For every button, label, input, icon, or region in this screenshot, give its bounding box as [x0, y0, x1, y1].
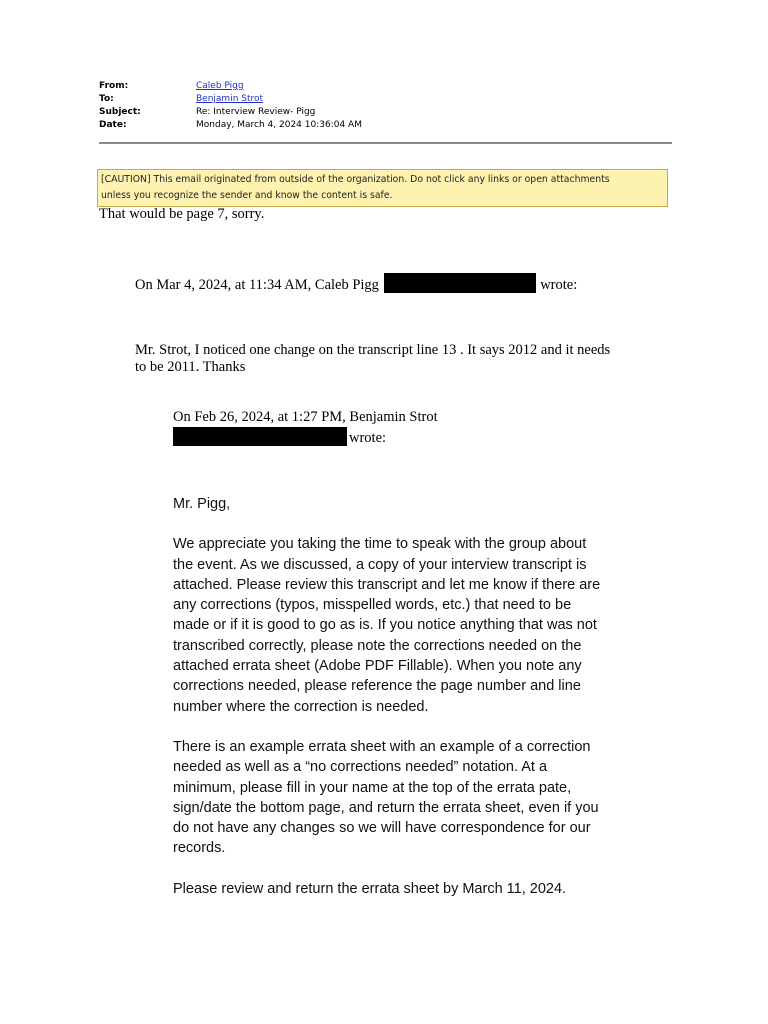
header-divider [99, 142, 672, 144]
caution-banner [97, 169, 668, 207]
quote1-body-line-2: to be 2011. Thanks [135, 359, 246, 375]
date-value: Monday, March 4, 2024 10:36:04 AM [196, 120, 362, 130]
caution-line-2: unless you recognize the sender and know the content is safe. [101, 190, 393, 201]
caution-line-1: [CAUTION] This email originated from outside of the organization. Do not click any links or open attachments [101, 174, 610, 185]
subject-label: Subject: [99, 107, 141, 117]
to-row [99, 93, 263, 105]
quote2-body [173, 494, 603, 899]
paragraph-2: There is an example errata sheet with an example of a correction needed as well as a “no corrections needed” notation. At a minimum, please fill in your name at the top of the errata pate, sign/date the bottom page, and return the errata sheet, even if you do not have any changes so we will have correspondence for our records. [173, 738, 599, 857]
to-label: To: [99, 94, 114, 104]
quote2-attribution-line-2 [173, 427, 386, 447]
quote2-attribution-line-1: On Feb 26, 2024, at 1:27 PM, Benjamin Strot [173, 409, 438, 425]
paragraph-3: Please review and return the errata sheet by March 11, 2024. [173, 880, 567, 897]
subject-row [99, 106, 315, 118]
quote1-attribution [135, 273, 577, 294]
subject-value: Re: Interview Review- Pigg [196, 107, 316, 117]
paragraph-1: We appreciate you taking the time to speak with the group about the event. As we discussed, a copy of your interview transcript is attached. Please review this transcript and let me know if there are any corrections (typos, misspelled words, etc.) that need to be made or if it is good to go as is. If you notice anything that was not transcribed correctly, please note the corrections needed on the attached errata sheet (Adobe PDF Fillable). When you note any corrections needed, please reference the page number and line number where the correction is needed. [173, 536, 601, 715]
quote1-attribution-prefix: On Mar 4, 2024, at 11:34 AM, Caleb Pigg [135, 277, 379, 293]
from-link[interactable]: Caleb Pigg [196, 81, 244, 91]
from-row [99, 80, 244, 92]
greeting: Mr. Pigg, [173, 496, 231, 512]
quote1-body-line-1: Mr. Strot, I noticed one change on the transcript line 13 . It says 2012 and it needs [135, 342, 611, 358]
date-label: Date: [99, 120, 127, 130]
from-label: From: [99, 81, 129, 91]
reply-text: That would be page 7, sorry. [99, 206, 265, 222]
redacted-email-block-2 [173, 427, 347, 446]
redacted-email-block [384, 273, 536, 293]
quote2-attribution-suffix: wrote: [349, 430, 387, 446]
quote1-attribution-suffix: wrote: [540, 277, 578, 293]
to-link[interactable]: Benjamin Strot [196, 94, 264, 104]
date-row [99, 119, 362, 131]
